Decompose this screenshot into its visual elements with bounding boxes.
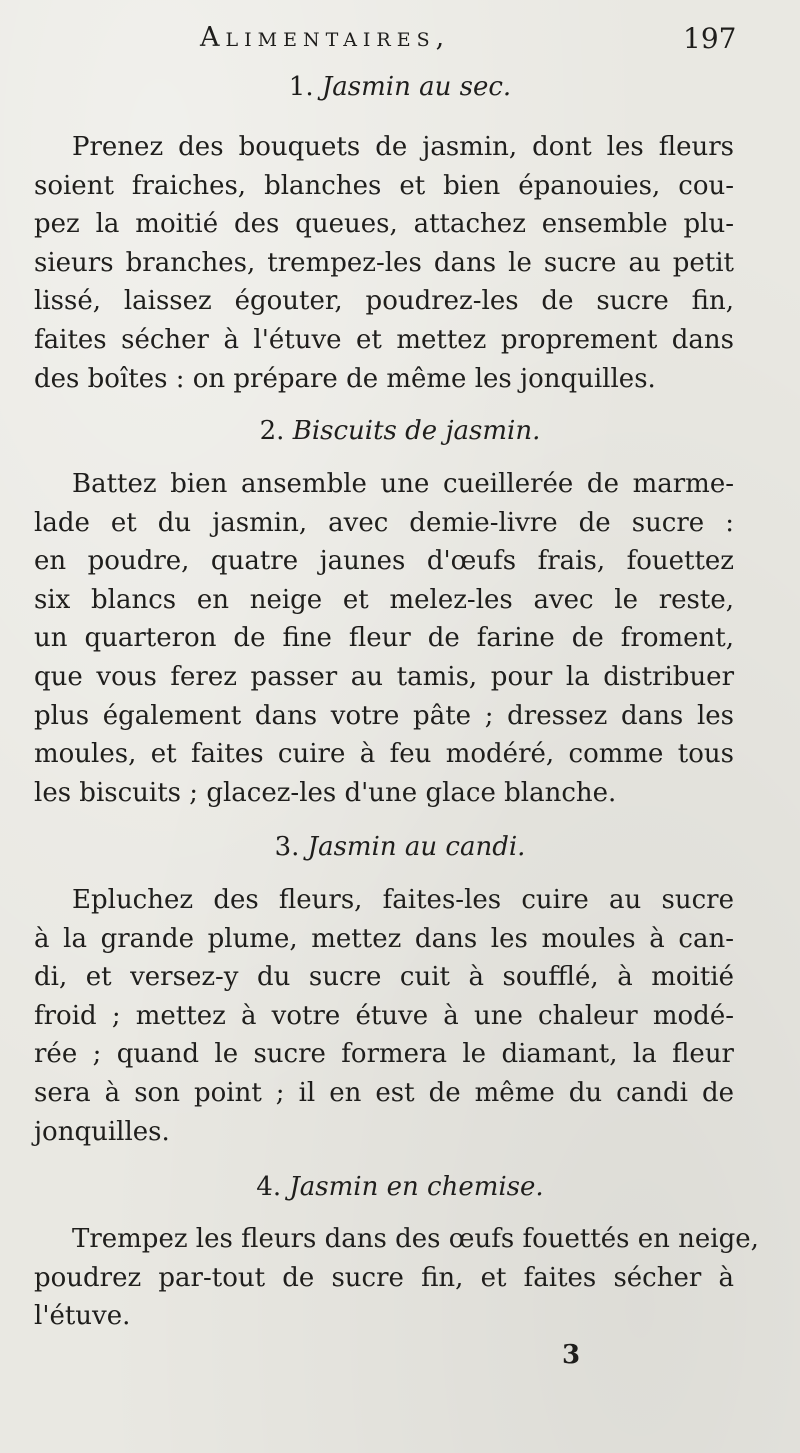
recipe-number: 4. bbox=[256, 1172, 282, 1202]
text-line: sieurs branches, trempez-les dans le sucre au petit bbox=[34, 247, 734, 278]
text-line: un quarteron de fine fleur de farine de froment, bbox=[34, 623, 734, 654]
recipe-title-text: Biscuits de jasmin. bbox=[292, 416, 541, 446]
recipe-title-1 bbox=[0, 72, 800, 102]
signature-mark: 3 bbox=[562, 1340, 581, 1370]
recipe-body-4 bbox=[34, 1220, 759, 1336]
recipe-title-3 bbox=[0, 832, 800, 862]
text-line: jonquilles. bbox=[34, 1116, 170, 1147]
text-line: en poudre, quatre jaunes d'œufs frais, fouettez bbox=[34, 546, 734, 577]
recipe-body-2 bbox=[34, 465, 734, 812]
recipe-title-text: Jasmin au candi. bbox=[307, 832, 526, 862]
running-head bbox=[0, 14, 800, 60]
text-line: les biscuits ; glacez-les d'une glace blanche. bbox=[34, 777, 617, 808]
recipe-number: 3. bbox=[274, 832, 300, 862]
text-line: l'étuve. bbox=[34, 1301, 131, 1332]
text-line: poudrez par-tout de sucre fin, et faites sécher à bbox=[34, 1262, 734, 1293]
text-line: rée ; quand le sucre formera le diamant, la fleur bbox=[34, 1039, 734, 1070]
text-line: lissé, laissez égouter, poudrez-les de sucre fin, bbox=[34, 286, 734, 317]
recipe-title-4 bbox=[0, 1172, 800, 1202]
recipe-body-3 bbox=[34, 881, 734, 1151]
text-line: des boîtes : on prépare de même les jonquilles. bbox=[34, 363, 656, 394]
text-line: soient fraiches, blanches et bien épanouies, cou- bbox=[34, 170, 734, 201]
text-line: six blancs en neige et melez-les avec le reste, bbox=[34, 584, 734, 615]
text-line: que vous ferez passer au tamis, pour la distribuer bbox=[34, 661, 734, 692]
recipe-number: 1. bbox=[288, 72, 314, 102]
page-number: 197 bbox=[683, 22, 737, 55]
recipe-title-2 bbox=[0, 416, 800, 446]
text-line: froid ; mettez à votre étuve à une chaleur modé- bbox=[34, 1000, 734, 1031]
text-line: pez la moitié des queues, attachez ensemble plu- bbox=[34, 209, 734, 240]
text-line: sera à son point ; il en est de même du candi de bbox=[34, 1077, 734, 1108]
recipe-body-1 bbox=[34, 128, 734, 398]
text-line: faites sécher à l'étuve et mettez proprement dans bbox=[34, 324, 734, 355]
text-line: plus également dans votre pâte ; dressez dans les bbox=[34, 700, 734, 731]
text-line: Epluchez des fleurs, faites-les cuire au sucre bbox=[72, 885, 734, 915]
text-line: lade et du jasmin, avec demie-livre de sucre : bbox=[34, 507, 734, 538]
text-line: moules, et faites cuire à feu modéré, comme tous bbox=[34, 739, 734, 770]
recipe-title-text: Jasmin au sec. bbox=[321, 72, 512, 102]
text-line: Prenez des bouquets de jasmin, dont les fleurs bbox=[72, 132, 734, 162]
text-line: à la grande plume, mettez dans les moules à can- bbox=[34, 923, 734, 954]
recipe-title-text: Jasmin en chemise. bbox=[289, 1172, 544, 1202]
text-line: Battez bien ansemble une cueillerée de marme- bbox=[72, 469, 734, 499]
text-line: Trempez les fleurs dans des œufs fouettés en neige, bbox=[72, 1224, 759, 1254]
running-title: Alimentaires, bbox=[200, 22, 451, 53]
text-line: di, et versez-y du sucre cuit à soufflé, à moitié bbox=[34, 962, 734, 993]
recipe-number: 2. bbox=[259, 416, 285, 446]
